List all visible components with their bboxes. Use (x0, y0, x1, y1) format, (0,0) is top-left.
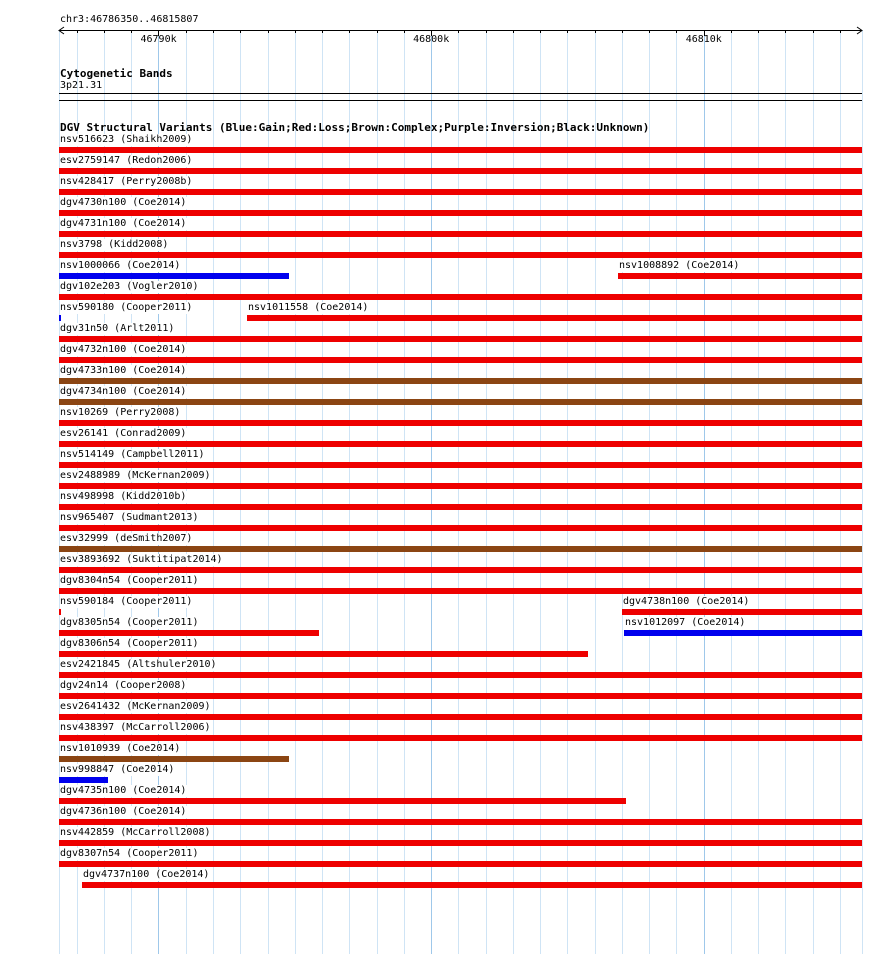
variant-bar-loss[interactable] (59, 504, 862, 510)
variant-bar-gain[interactable] (624, 630, 862, 636)
variant-label[interactable]: dgv4738n100 (Coe2014) (623, 596, 750, 607)
variant-bar-loss[interactable] (59, 420, 862, 426)
variant-label[interactable]: nsv590180 (Cooper2011) (60, 302, 193, 313)
variant-bar-loss[interactable] (59, 231, 862, 237)
variant-bar-loss[interactable] (82, 882, 862, 888)
variant-label[interactable]: dgv8307n54 (Cooper2011) (60, 848, 199, 859)
variant-bar-loss[interactable] (618, 273, 862, 279)
variant-bar-loss[interactable] (59, 168, 862, 174)
variant-label[interactable]: nsv428417 (Perry2008b) (60, 176, 193, 187)
variant-bar-loss[interactable] (59, 147, 862, 153)
cytoband-name: 3p21.31 (60, 80, 103, 91)
variant-bar-loss[interactable] (59, 651, 588, 657)
variant-label[interactable]: dgv4734n100 (Coe2014) (60, 386, 187, 397)
variant-label[interactable]: nsv1012097 (Coe2014) (625, 617, 746, 628)
ruler-tick-label: 46790k (140, 34, 177, 45)
variant-label[interactable]: nsv998847 (Coe2014) (60, 764, 175, 775)
variant-label[interactable]: nsv590184 (Cooper2011) (60, 596, 193, 607)
variant-bar-loss[interactable] (59, 294, 862, 300)
variant-bar-loss[interactable] (59, 861, 862, 867)
variant-label[interactable]: nsv514149 (Campbell2011) (60, 449, 205, 460)
variant-label[interactable]: dgv4736n100 (Coe2014) (60, 806, 187, 817)
variant-bar-loss[interactable] (59, 819, 862, 825)
variant-bar-complex[interactable] (59, 378, 862, 384)
variant-bar-loss[interactable] (59, 798, 626, 804)
variant-bar-loss[interactable] (59, 840, 862, 846)
variant-bar-loss[interactable] (59, 588, 862, 594)
variant-label[interactable]: nsv516623 (Shaikh2009) (60, 134, 193, 145)
variant-label[interactable]: dgv102e203 (Vogler2010) (60, 281, 199, 292)
variant-label[interactable]: nsv965407 (Sudmant2013) (60, 512, 199, 523)
variant-bar-loss[interactable] (59, 567, 862, 573)
variant-bar-loss[interactable] (59, 630, 319, 636)
variant-label[interactable]: dgv4731n100 (Coe2014) (60, 218, 187, 229)
cytoband-line-top (59, 93, 862, 94)
variant-label[interactable]: dgv8304n54 (Cooper2011) (60, 575, 199, 586)
variant-bar-loss[interactable] (59, 252, 862, 258)
cytoband-track-title: Cytogenetic Bands (60, 67, 173, 80)
variant-bar-complex[interactable] (59, 399, 862, 405)
variant-label[interactable]: esv32999 (deSmith2007) (60, 533, 193, 544)
variant-bar-loss[interactable] (59, 714, 862, 720)
variant-bar-complex[interactable] (59, 756, 289, 762)
variant-label[interactable]: esv26141 (Conrad2009) (60, 428, 187, 439)
variant-label[interactable]: nsv498998 (Kidd2010b) (60, 491, 187, 502)
variant-label[interactable]: nsv3798 (Kidd2008) (60, 239, 169, 250)
variant-bar-loss[interactable] (59, 672, 862, 678)
variant-bar-loss[interactable] (59, 609, 61, 615)
variant-bar-loss[interactable] (59, 735, 862, 741)
variant-label[interactable]: dgv4735n100 (Coe2014) (60, 785, 187, 796)
position-readout: chr3:46786350..46815807 (60, 14, 199, 25)
variant-bar-loss[interactable] (247, 315, 862, 321)
variant-label[interactable]: dgv24n14 (Cooper2008) (60, 680, 187, 691)
variant-label[interactable]: nsv1008892 (Coe2014) (619, 260, 740, 271)
variant-bar-gain[interactable] (59, 315, 61, 321)
variant-label[interactable]: nsv1000066 (Coe2014) (60, 260, 181, 271)
variant-label[interactable]: dgv4730n100 (Coe2014) (60, 197, 187, 208)
dgv-track-title: DGV Structural Variants (Blue:Gain;Red:Loss;Brown:Complex;Purple:Inversion;Black:Unknown) (60, 121, 650, 134)
variant-bar-loss[interactable] (59, 441, 862, 447)
variant-label[interactable]: dgv4733n100 (Coe2014) (60, 365, 187, 376)
variant-bar-loss[interactable] (59, 693, 862, 699)
variant-label[interactable]: esv2641432 (McKernan2009) (60, 701, 211, 712)
variant-label[interactable]: esv2421845 (Altshuler2010) (60, 659, 217, 670)
variant-label[interactable]: dgv4732n100 (Coe2014) (60, 344, 187, 355)
variant-bar-loss[interactable] (59, 189, 862, 195)
variant-bar-loss[interactable] (59, 336, 862, 342)
variant-label[interactable]: nsv1010939 (Coe2014) (60, 743, 181, 754)
variant-bar-loss[interactable] (59, 357, 862, 363)
variant-bar-loss[interactable] (59, 210, 862, 216)
variant-bar-gain[interactable] (59, 273, 289, 279)
variant-label[interactable]: dgv4737n100 (Coe2014) (83, 869, 210, 880)
variant-bar-gain[interactable] (59, 777, 108, 783)
variant-label[interactable]: dgv31n50 (Arlt2011) (60, 323, 175, 334)
variant-bar-loss[interactable] (59, 462, 862, 468)
ruler-tick-label: 46810k (685, 34, 722, 45)
variant-label[interactable]: esv3893692 (Suktitipat2014) (60, 554, 223, 565)
variant-label[interactable]: esv2488989 (McKernan2009) (60, 470, 211, 481)
variant-label[interactable]: nsv438397 (McCarroll2006) (60, 722, 211, 733)
variant-label[interactable]: dgv8306n54 (Cooper2011) (60, 638, 199, 649)
variant-label[interactable]: dgv8305n54 (Cooper2011) (60, 617, 199, 628)
variant-bar-loss[interactable] (622, 609, 862, 615)
variant-bar-loss[interactable] (59, 483, 862, 489)
variant-label[interactable]: nsv442859 (McCarroll2008) (60, 827, 211, 838)
variant-label[interactable]: nsv10269 (Perry2008) (60, 407, 181, 418)
variant-label[interactable]: esv2759147 (Redon2006) (60, 155, 193, 166)
cytoband-line-bottom (59, 100, 862, 101)
variant-bar-complex[interactable] (59, 546, 862, 552)
variant-label[interactable]: nsv1011558 (Coe2014) (248, 302, 369, 313)
ruler-tick-label: 46800k (413, 34, 450, 45)
variant-bar-loss[interactable] (59, 525, 862, 531)
